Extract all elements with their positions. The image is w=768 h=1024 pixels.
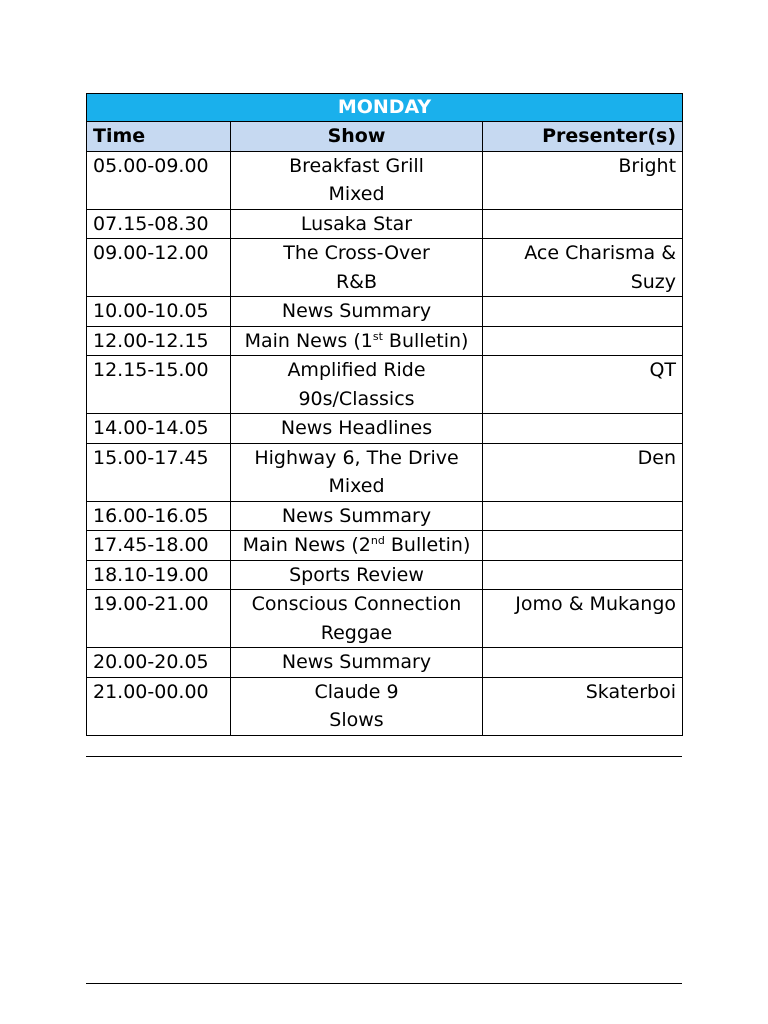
schedule-body	[87, 151, 683, 735]
show-title: Sports Review	[289, 563, 424, 586]
presenter-cell	[483, 590, 683, 648]
time-cell: 19.00-21.00	[87, 590, 231, 648]
presenter-cell	[483, 501, 683, 531]
ordinal-suffix: nd	[370, 534, 385, 547]
time-cell: 07.15-08.30	[87, 209, 231, 239]
table-row	[87, 209, 683, 239]
presenter-cell	[483, 560, 683, 590]
show-cell	[231, 326, 483, 356]
table-row	[87, 677, 683, 735]
table-row	[87, 590, 683, 648]
show-title-text: Bulletin)	[384, 534, 471, 556]
show-title: Lusaka Star	[300, 212, 413, 235]
show-title	[237, 327, 476, 356]
show-title: Highway 6, The Drive	[254, 446, 459, 469]
table-row	[87, 501, 683, 531]
show-title: News Summary	[281, 651, 432, 673]
divider-line	[86, 756, 682, 757]
show-cell	[231, 151, 483, 209]
time-cell: 12.15-15.00	[87, 356, 231, 414]
time-cell: 12.00-12.15	[87, 326, 231, 356]
show-cell	[231, 590, 483, 648]
show-title: Amplified Ride	[287, 359, 426, 381]
presenter-cell	[483, 151, 683, 209]
presenter-name: Bright	[618, 154, 677, 177]
show-cell	[231, 443, 483, 501]
ordinal-suffix: st	[372, 329, 383, 343]
table-row	[87, 356, 683, 414]
time-cell: 10.00-10.05	[87, 297, 231, 327]
time-cell: 14.00-14.05	[87, 414, 231, 444]
show-cell	[231, 356, 483, 414]
time-cell: 17.45-18.00	[87, 531, 231, 561]
show-cell	[231, 560, 483, 590]
column-header-row	[87, 122, 683, 152]
show-title: Conscious Connection	[251, 593, 462, 615]
day-title: MONDAY	[87, 94, 683, 122]
table-row	[87, 648, 683, 678]
header-show: Show	[231, 122, 483, 152]
table-row	[87, 326, 683, 356]
presenter-name: Suzy	[630, 270, 677, 293]
presenter-name: QT	[649, 359, 677, 381]
show-title: Claude 9	[314, 680, 399, 703]
time-cell: 15.00-17.45	[87, 443, 231, 501]
show-cell	[231, 414, 483, 444]
show-genre: R&B	[335, 270, 378, 293]
presenter-name: Den	[637, 446, 677, 469]
show-title: News Summary	[281, 300, 432, 322]
show-title-text: Bulletin)	[382, 329, 469, 352]
presenter-name: Jomo & Mukango	[515, 593, 677, 615]
presenter-cell	[483, 414, 683, 444]
presenter-name: Ace Charisma &	[524, 242, 677, 264]
show-cell	[231, 648, 483, 678]
presenter-cell	[483, 326, 683, 356]
show-title-text: Main News (2	[242, 534, 371, 556]
time-cell: 09.00-12.00	[87, 239, 231, 297]
show-cell	[231, 677, 483, 735]
show-title: Breakfast Grill	[289, 154, 424, 177]
footer-line	[86, 983, 682, 984]
show-title: News Summary	[281, 504, 432, 527]
table-row	[87, 560, 683, 590]
presenter-cell	[483, 443, 683, 501]
show-title	[237, 531, 476, 560]
time-cell: 20.00-20.05	[87, 648, 231, 678]
presenter-cell	[483, 648, 683, 678]
header-presenters: Presenter(s)	[483, 122, 683, 152]
time-cell: 18.10-19.00	[87, 560, 231, 590]
show-cell	[231, 209, 483, 239]
show-genre: Mixed	[328, 183, 385, 205]
show-genre: 90s/Classics	[298, 387, 415, 410]
show-title-text: Main News (1	[244, 329, 373, 352]
presenter-cell	[483, 239, 683, 297]
show-cell	[231, 531, 483, 561]
table-row	[87, 151, 683, 209]
time-cell: 05.00-09.00	[87, 151, 231, 209]
presenter-cell	[483, 297, 683, 327]
show-cell	[231, 501, 483, 531]
presenter-cell	[483, 356, 683, 414]
time-cell: 16.00-16.05	[87, 501, 231, 531]
table-row	[87, 239, 683, 297]
presenter-name: Skaterboi	[585, 680, 677, 703]
table-row	[87, 443, 683, 501]
show-cell	[231, 239, 483, 297]
time-cell: 21.00-00.00	[87, 677, 231, 735]
table-row	[87, 297, 683, 327]
table-row	[87, 414, 683, 444]
presenter-cell	[483, 209, 683, 239]
show-genre: Mixed	[328, 475, 385, 497]
show-title: News Headlines	[280, 417, 433, 439]
show-genre: Slows	[329, 709, 384, 731]
schedule-table	[86, 93, 683, 736]
presenter-cell	[483, 677, 683, 735]
show-genre: Reggae	[320, 621, 393, 644]
header-time: Time	[87, 122, 231, 152]
presenter-cell	[483, 531, 683, 561]
day-header-row	[87, 94, 683, 122]
show-title: The Cross-Over	[283, 242, 430, 264]
table-row	[87, 531, 683, 561]
show-cell	[231, 297, 483, 327]
